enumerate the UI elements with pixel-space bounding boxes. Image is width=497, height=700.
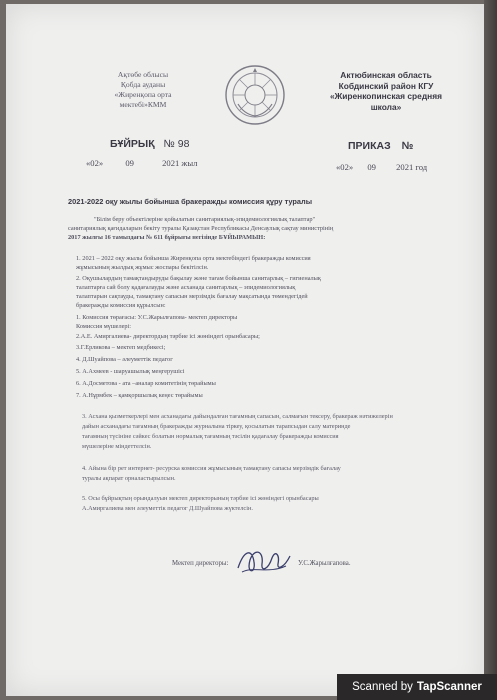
- list-item: бракеражды комиссия құрылсын:: [76, 302, 166, 309]
- paragraph-3-line: 3. Асхана қызметкерлері мен асханадағы дайындалған тағамның сапасын, салмағын тексеру, бракераж нәтижелерін: [82, 413, 393, 420]
- order-ru-year: 2021 год: [396, 162, 428, 172]
- paragraph-4-line: туралы ақпарат орналастырылсын.: [82, 475, 176, 482]
- list-item: Комиссия мүшелері:: [76, 323, 132, 330]
- list-item: 1. Комиссия төрағасы: У.С.Жарылғапова- мектеп директоры: [76, 314, 238, 321]
- order-kz-label: [110, 138, 189, 150]
- order-kz-day: «02»: [86, 158, 104, 168]
- order-kz-year: 2021 жыл: [162, 158, 198, 168]
- order-ru-word: ПРИКАЗ: [348, 140, 391, 152]
- list-item: 2.А.Е. Амиргалиева- директордың тәрбие ісі жөніндегі орынбасары;: [76, 333, 260, 340]
- list-item: 6. А.Досметова - ата –аналар комитетінің төрайымы: [76, 380, 216, 387]
- order-ru-label: [348, 140, 413, 152]
- scanned-page: [6, 4, 484, 696]
- header-left-kz: [88, 70, 198, 110]
- header-right-ru: [326, 70, 446, 112]
- order-ru-month: 09: [367, 162, 376, 172]
- header-right-line: школа»: [370, 101, 402, 112]
- signature-scribble: [234, 544, 294, 578]
- paragraph-3-line: дайын асханадағы тағамның бракеражды журналына тіркеу, қосылатын тарапсыдан салу материнде: [82, 423, 351, 430]
- list-item: талаптарын сақтауды, тамақтану сапасын мерзімдік бағалау мақсатында төмендегідей: [76, 293, 308, 300]
- list-item: 2. Оқушылардың тамақтандыруды бақылау және тағам бойынша санитарлық – гигиеналық: [76, 275, 321, 282]
- paragraph-5-line: А.Амиргалиева мен әлеуметтік педагог Д.Шуайпова жүктелсін.: [82, 505, 253, 512]
- preamble-line: санитариялық қағидаларын бекіту туралы Қазақстан Республикасы Денсаулық сақтау министрінің: [68, 225, 334, 232]
- header-left-line: мектебі»КММ: [119, 100, 167, 109]
- list-item: 1. 2021 – 2022 оқу жылы бойынша Жиренқопа орта мектебіндегі бракеражды комиссия: [76, 255, 311, 262]
- header-left-line: Ақтөбе облысы: [117, 70, 169, 79]
- order-kz-word: БҰЙРЫҚ: [110, 138, 155, 150]
- list-item: 5. А.Ахмеев - шаруашылық меңгерушісі: [76, 368, 185, 375]
- scanner-watermark-badge: [337, 674, 497, 700]
- preamble-line: "Білім беру объектілеріне қойылатын санитариялық-эпидемиологиялық талаптар": [94, 216, 316, 223]
- list-item: 7. А.Нұрмбек – қамқоршылық кеңес төрайымы: [76, 392, 203, 399]
- paragraph-3-line: мүшелеріне міндеттелсін.: [82, 443, 152, 450]
- list-item: жұмысының жылдық жұмыс жоспары бекітілсін.: [76, 264, 209, 271]
- paragraph-4-line: 4. Айына бір рет интернет- ресурска комиссия жұмысының тамақтану сапасы мерзімдік бағалау: [82, 465, 341, 472]
- scanner-edge: [484, 0, 497, 700]
- header-left-line: Қобда ауданы: [120, 80, 166, 89]
- watermark-prefix: Scanned by: [352, 681, 413, 693]
- list-item: талаптарға сай болу қадағалауды және асханада санитарлық – эпидемиологиялық: [76, 284, 296, 291]
- document-title: 2021-2022 оқу жылы бойынша бракеражды комиссия құру туралы: [68, 197, 313, 206]
- watermark-brand: TapScanner: [416, 681, 482, 693]
- state-emblem-icon: [224, 64, 286, 126]
- header-right-line: Актюбинская область: [340, 70, 432, 80]
- preamble-line: 2017 жылғы 16 тамыздағы № 611 бұйрығы негізінде БҰЙЫРАМЫН:: [68, 234, 266, 241]
- header-right-line: Кобдинский район КГУ: [338, 80, 434, 91]
- signature-name: У.С.Жарылғапова.: [298, 560, 351, 567]
- paragraph-5-line: 5. Осы бұйрықтың орындалуын мектеп директорының тәрбие ісі жөніндегі орынбасары: [82, 495, 319, 502]
- header-left-line: «Жиренқопа орта: [114, 90, 172, 99]
- order-kz-month: 09: [125, 158, 134, 168]
- order-ru-day: «02»: [336, 162, 354, 172]
- list-item: 3.Г.Ерликова – мектеп медбикесі;: [76, 344, 166, 351]
- signature-role: Мектеп директоры:: [172, 560, 229, 567]
- order-kz-date: [86, 158, 197, 168]
- order-ru-number: №: [401, 140, 414, 152]
- order-ru-date: [336, 162, 427, 172]
- header-right-line: «Жиренкопинская средняя: [330, 91, 442, 101]
- order-kz-number: № 98: [163, 138, 190, 150]
- list-item: 4. Д.Шуайпова – әлеуметтік педагог: [76, 356, 173, 363]
- paragraph-3-line: тағамның түсініне сәйкес болатын нормалық тағамның тәсілін қадағалау бракеражды комиссия: [82, 433, 339, 440]
